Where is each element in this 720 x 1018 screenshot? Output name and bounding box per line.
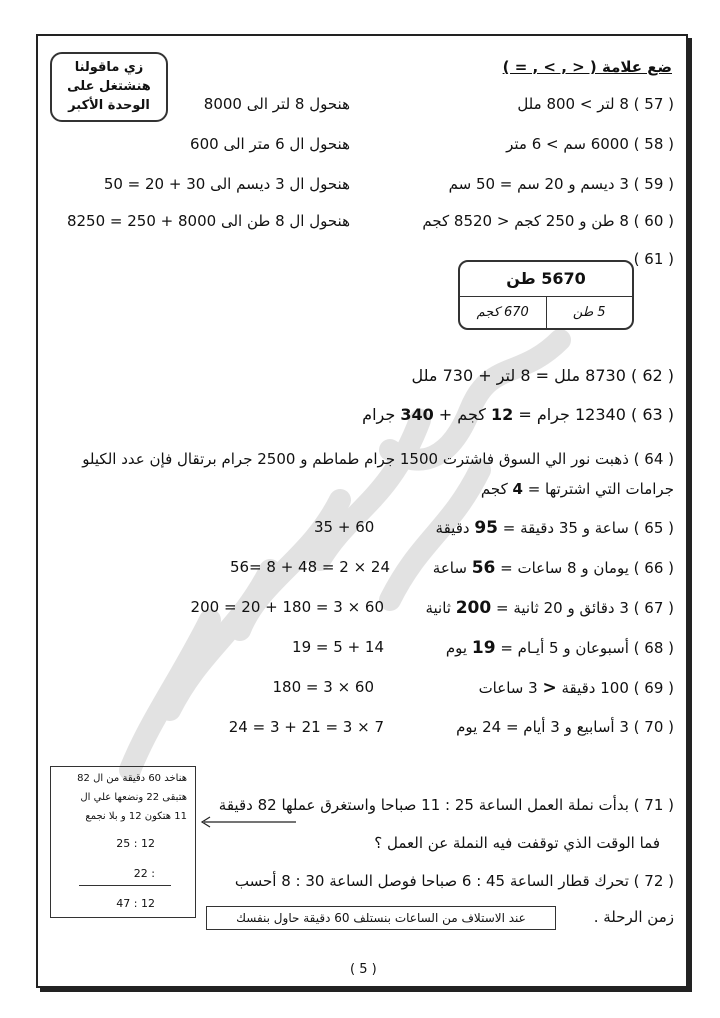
- ton-kg-cell: 670 كجم: [476, 305, 529, 320]
- q68-answer: 19: [471, 638, 496, 658]
- question-71-line1: ( 71 ) بدأت نملة العمل الساعة 25 : 11 صباحا واستغرق عملها 82 دقيقة: [218, 796, 674, 814]
- question-66: [433, 558, 674, 578]
- question-66-note: 24 × 2 = 48 + 8 =56: [229, 558, 390, 576]
- question-57: ( 57 ) 8 لتر > 800 ملل: [517, 95, 674, 113]
- ton-total: 5670 طن: [460, 262, 632, 297]
- q67-text-a: ( 67 ) 3 دقائق و 20 ثانية =: [491, 599, 674, 617]
- q64-answer: 4: [512, 480, 523, 498]
- q63-text-e: جرام: [362, 405, 401, 424]
- ant-calc-divider: [79, 885, 171, 886]
- q67-answer: 200: [455, 598, 492, 618]
- question-71-line2: فما الوقت الذي توقفت فيه النملة عن العمل ؟: [374, 834, 660, 852]
- question-60-note: هنحول ال 8 طن الى 8000 + 250 = 8250: [66, 212, 350, 230]
- question-72-line1: ( 72 ) تحرك قطار الساعة 45 : 6 صباحا فوصل الساعة 30 : 8 أحسب: [234, 872, 674, 890]
- ton-breakdown-table: [458, 260, 634, 330]
- question-70-note: 7 × 3 = 21 + 3 = 24: [228, 718, 384, 736]
- page-number: ( 5 ): [350, 962, 377, 977]
- question-62: ( 62 ) 8730 ملل = 8 لتر + 730 ملل: [411, 366, 674, 385]
- q69-text-a: ( 69 ) 100 دقيقة: [556, 679, 674, 697]
- hint-line-3: الوحدة الأكبر: [68, 98, 150, 113]
- question-64-line2: [481, 480, 674, 498]
- hint-line-1: زي ماقولنا: [74, 60, 144, 75]
- q63-answer-kg: 12: [490, 405, 514, 424]
- q63-text-c: كجم +: [433, 405, 491, 424]
- question-59-note: هنحول ال 3 ديسم الى 30 + 20 = 50: [103, 175, 350, 193]
- q66-text-a: ( 66 ) يومان و 8 ساعات =: [495, 559, 674, 577]
- hint-line-2: هنشتغل على: [67, 79, 151, 94]
- q69-text-c: 3 ساعات: [478, 679, 543, 697]
- question-63: [362, 405, 674, 424]
- ton-ton-cell: 5 طن: [546, 297, 633, 330]
- question-67-note: 60 × 3 = 180 + 20 = 200: [190, 598, 384, 616]
- q66-text-c: ساعة: [432, 559, 472, 577]
- q68-text-c: يوم: [445, 639, 472, 657]
- ant-hint-line-1: هناخد 60 دقيقة من ال 82: [77, 773, 187, 784]
- question-61: ( 61 ): [633, 250, 674, 268]
- q63-text-a: ( 63 ) 12340 جرام =: [513, 405, 674, 424]
- question-58: ( 58 ) 6000 سم > 6 متر: [506, 135, 674, 153]
- q64-text-c: كجم: [480, 480, 513, 498]
- hint-box: [50, 52, 168, 122]
- question-59: ( 59 ) 3 ديسم و 20 سم = 50 سم: [448, 175, 674, 193]
- question-69-note: 60 × 3 = 180: [272, 678, 374, 696]
- q66-answer: 56: [471, 558, 496, 578]
- q65-text-c: دقيقة: [435, 519, 475, 537]
- question-68-note: 14 + 5 = 19: [292, 638, 384, 656]
- question-65: [436, 518, 674, 538]
- question-70: ( 70 ) 3 أسابيع و 3 أيام = 24 يوم: [456, 718, 674, 736]
- q64-text-a: جرامات التي اشترتها =: [522, 480, 674, 498]
- question-65-note: 35 + 60: [314, 518, 375, 536]
- ant-calc-result: 12 : 47: [116, 897, 155, 910]
- section-heading: ضع علامة ( < , > , = ): [502, 58, 672, 76]
- ant-calc-1: 12 : 25: [116, 837, 155, 850]
- q63-answer-g: 340: [400, 405, 434, 424]
- question-58-note: هنحول ال 6 متر الى 600: [190, 135, 350, 153]
- q68-text-a: ( 68 ) أسبوعان و 5 أيـام =: [495, 639, 674, 657]
- ant-calc-2: : 22: [133, 867, 155, 880]
- question-60: ( 60 ) 8 طن و 250 كجم < 8520 كجم: [422, 212, 674, 230]
- question-64-line1: ( 64 ) ذهبت نور الي السوق فاشترت 1500 جرام طماطم و 2500 جرام برتقال فإن عدد الكيلو: [82, 450, 674, 468]
- question-67: [425, 598, 674, 618]
- question-69: [479, 678, 674, 698]
- q65-text-a: ( 65 ) ساعة و 35 دقيقة =: [497, 519, 674, 537]
- arrow-to-solution: [198, 815, 298, 829]
- ant-hint-line-3: 11 هتكون 12 و بلا نجمع: [85, 811, 187, 822]
- question-72-line2: زمن الرحلة .: [593, 908, 674, 926]
- q67-text-c: ثانية: [425, 599, 456, 617]
- question-57-note: هنحول 8 لتر الى 8000: [203, 95, 350, 113]
- question-68: [446, 638, 674, 658]
- tip-box: عند الاستلاف من الساعات بنستلف 60 دقيقة حاول بنفسك: [206, 906, 556, 930]
- ant-solution-box: [50, 766, 196, 918]
- ant-hint-line-2: هتبقى 22 ونضعها علي ال: [80, 792, 187, 803]
- q69-answer: <: [542, 678, 557, 698]
- q65-answer: 95: [474, 518, 498, 538]
